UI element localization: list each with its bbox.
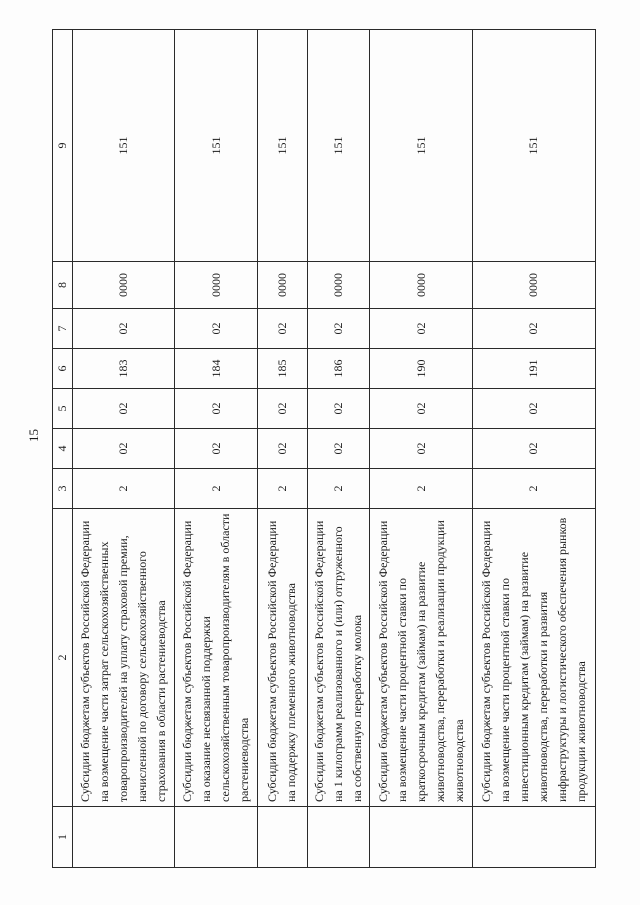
table-row bbox=[175, 30, 257, 868]
header-cell: 3 bbox=[53, 469, 73, 509]
cell-col6: 191 bbox=[472, 349, 595, 389]
cell-col7: 02 bbox=[472, 309, 595, 349]
header-row bbox=[53, 30, 73, 868]
cell-col9: 151 bbox=[175, 30, 257, 262]
page-number: 15 bbox=[26, 429, 41, 442]
cell-col3: 2 bbox=[73, 469, 175, 509]
header-cell: 7 bbox=[53, 309, 73, 349]
cell-description: Субсидии бюджетам субъектов Российской Федерации на возмещение части процентной ставки по инвестиционным кредитам (займам) на развитие животноводства, переработки и развития инфраструктуры и логистического обеспечения рынков продукции животноводства bbox=[472, 509, 595, 807]
cell-col4: 02 bbox=[73, 429, 175, 469]
subsidies-table bbox=[52, 29, 596, 868]
cell-col1 bbox=[175, 807, 257, 868]
cell-col3: 2 bbox=[307, 469, 370, 509]
cell-col7: 02 bbox=[175, 309, 257, 349]
cell-col7: 02 bbox=[73, 309, 175, 349]
cell-col9: 151 bbox=[370, 30, 472, 262]
table-row bbox=[257, 30, 307, 868]
cell-col1 bbox=[73, 807, 175, 868]
cell-col7: 02 bbox=[257, 309, 307, 349]
cell-col6: 183 bbox=[73, 349, 175, 389]
cell-col3: 2 bbox=[472, 469, 595, 509]
cell-col6: 185 bbox=[257, 349, 307, 389]
cell-col4: 02 bbox=[307, 429, 370, 469]
cell-col3: 2 bbox=[257, 469, 307, 509]
cell-col8: 0000 bbox=[175, 262, 257, 309]
cell-description: Субсидии бюджетам субъектов Российской Федерации на поддержку племенного животноводства bbox=[257, 509, 307, 807]
header-cell: 5 bbox=[53, 389, 73, 429]
cell-col8: 0000 bbox=[73, 262, 175, 309]
cell-col1 bbox=[257, 807, 307, 868]
cell-col4: 02 bbox=[472, 429, 595, 469]
cell-col9: 151 bbox=[257, 30, 307, 262]
cell-col6: 190 bbox=[370, 349, 472, 389]
cell-col1 bbox=[307, 807, 370, 868]
cell-col1 bbox=[370, 807, 472, 868]
header-cell: 6 bbox=[53, 349, 73, 389]
table-row bbox=[307, 30, 370, 868]
rotated-table-container bbox=[52, 70, 596, 868]
cell-description: Субсидии бюджетам субъектов Российской Федерации на оказание несвязанной поддержки сельскохозяйственным товаропроизводителям в области растениеводства bbox=[175, 509, 257, 807]
cell-description: Субсидии бюджетам субъектов Российской Федерации на 1 килограмм реализованного и (или) отгруженного на собственную переработку молока bbox=[307, 509, 370, 807]
header-cell: 1 bbox=[53, 807, 73, 868]
cell-col3: 2 bbox=[370, 469, 472, 509]
cell-col7: 02 bbox=[370, 309, 472, 349]
cell-col6: 186 bbox=[307, 349, 370, 389]
cell-col4: 02 bbox=[257, 429, 307, 469]
cell-col5: 02 bbox=[472, 389, 595, 429]
cell-col5: 02 bbox=[73, 389, 175, 429]
cell-col5: 02 bbox=[175, 389, 257, 429]
cell-col5: 02 bbox=[257, 389, 307, 429]
cell-col8: 0000 bbox=[307, 262, 370, 309]
header-cell: 2 bbox=[53, 509, 73, 807]
cell-col5: 02 bbox=[370, 389, 472, 429]
table-row bbox=[472, 30, 595, 868]
cell-col1 bbox=[472, 807, 595, 868]
header-cell: 9 bbox=[53, 30, 73, 262]
table-row bbox=[73, 30, 175, 868]
cell-col3: 2 bbox=[175, 469, 257, 509]
cell-description: Субсидии бюджетам субъектов Российской Федерации на возмещение части затрат сельскохозяйственных товаропроизводителей на уплату страховой премии, начисленной по договору сельскохозяйственного страхования в области растениеводства bbox=[73, 509, 175, 807]
cell-col4: 02 bbox=[175, 429, 257, 469]
header-cell: 4 bbox=[53, 429, 73, 469]
cell-col8: 0000 bbox=[370, 262, 472, 309]
table-row bbox=[370, 30, 472, 868]
cell-col7: 02 bbox=[307, 309, 370, 349]
cell-col9: 151 bbox=[73, 30, 175, 262]
cell-col8: 0000 bbox=[472, 262, 595, 309]
cell-col5: 02 bbox=[307, 389, 370, 429]
cell-col9: 151 bbox=[472, 30, 595, 262]
header-cell: 8 bbox=[53, 262, 73, 309]
cell-col4: 02 bbox=[370, 429, 472, 469]
cell-col8: 0000 bbox=[257, 262, 307, 309]
cell-description: Субсидии бюджетам субъектов Российской Федерации на возмещение части процентной ставки по краткосрочным кредитам (займам) на развитие животноводства, переработки и реализации продукции животноводства bbox=[370, 509, 472, 807]
cell-col9: 151 bbox=[307, 30, 370, 262]
cell-col6: 184 bbox=[175, 349, 257, 389]
